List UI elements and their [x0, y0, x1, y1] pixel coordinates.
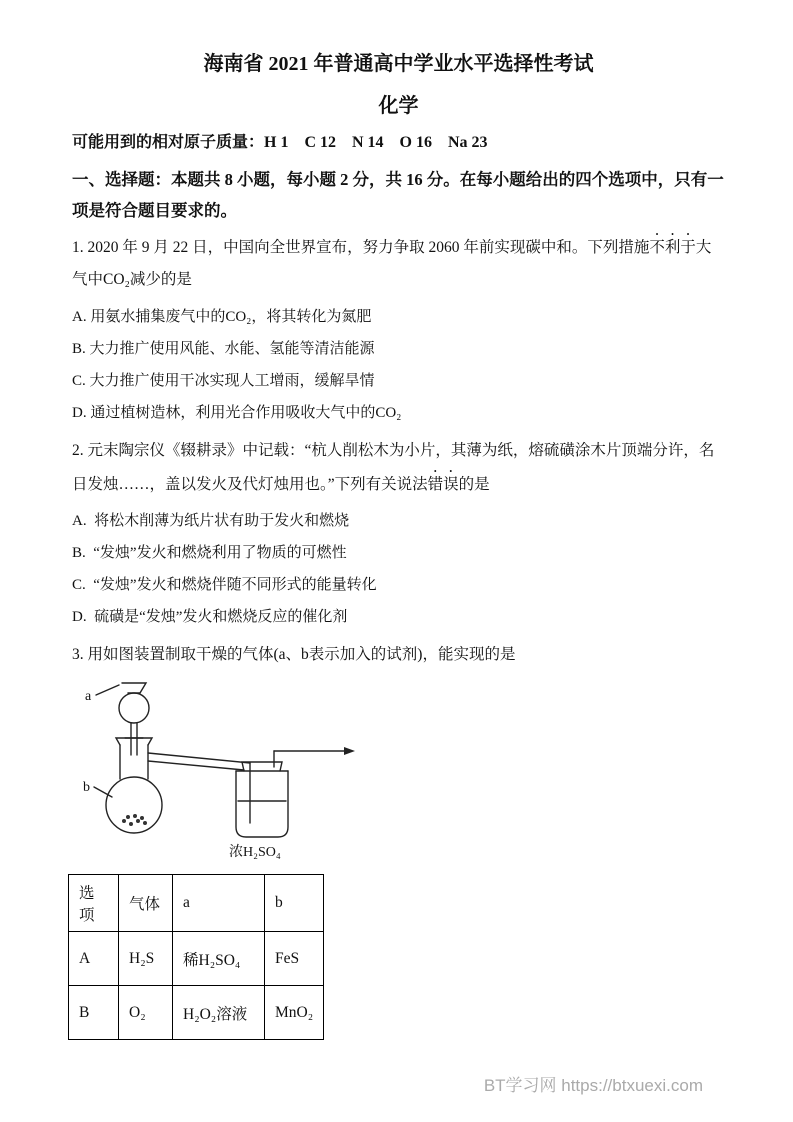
section-1-header: 一、选择题：本题共 8 小题，每小题 2 分，共 16 分。在每小题给出的四个选项中，只有一项是符合题目要求的。	[72, 169, 724, 220]
watermark-text: BT学习网 https://btxuexi.com	[483, 1076, 703, 1095]
question-1-pre: 1. 2020 年 9 月 22 日，中国向全世界宣布，努力争取 2060 年前实现碳中和。下列措施	[72, 239, 650, 257]
q2-option-c: C. “发烛”发火和燃烧伴随不同形式的能量转化	[72, 577, 377, 594]
question-2-emphasis: 错误	[427, 475, 459, 493]
question-1-emphasis: 不利于	[649, 239, 696, 257]
q3-cell-gas: H₂S	[119, 932, 173, 986]
gas-washing-bottle-icon	[236, 751, 344, 837]
dropping-funnel-icon	[119, 683, 149, 755]
q3-cell-option: B	[69, 986, 119, 1040]
q3-table-row	[69, 932, 324, 986]
label-a-pointer	[96, 685, 119, 695]
q1-option-c: C. 大力推广使用干冰实现人工增雨，缓解旱情	[72, 372, 375, 389]
q3-header-b: b	[265, 875, 324, 932]
q2-option-b: B. “发烛”发火和燃烧利用了物质的可燃性	[72, 545, 347, 562]
question-2-pre: 2. 元末陶宗仪《辍耕录》中记载：“杭人削松木为小片，其薄为纸，熔硫磺涂木片顶端分许，名日发烛……，盖以发火及代灯烛用也。”下列有关说法	[72, 441, 715, 493]
exam-subject: 化学	[378, 95, 419, 117]
diagram-bottle-label: 浓H₂SO₄	[229, 845, 281, 861]
atomic-mass-line: 可能用到的相对原子质量：H 1 C 12 N 14 O 16 Na 23	[72, 134, 488, 151]
q3-cell-gas: O₂	[119, 986, 173, 1040]
q3-header-gas: 气体	[119, 875, 173, 932]
q1-option-a: A. 用氨水捕集废气中的CO₂，将其转化为氮肥	[72, 308, 372, 325]
q3-table	[68, 874, 324, 1040]
q3-cell-a: 稀H₂SO₄	[173, 932, 265, 986]
q3-cell-a: H₂O₂溶液	[173, 986, 265, 1040]
solid-reagent-dots	[122, 814, 147, 826]
apparatus-diagram-container	[72, 675, 725, 868]
gas-outlet-arrow-icon	[344, 747, 355, 755]
q2-option-a: A. 将松木削薄为纸片状有助于发火和燃烧	[72, 513, 350, 530]
q2-option-d: D. 硫磺是“发烛”发火和燃烧反应的催化剂	[72, 609, 348, 626]
diagram-label-b: b	[83, 780, 90, 796]
q3-header-a: a	[173, 875, 265, 932]
q3-cell-option: A	[69, 932, 119, 986]
q3-cell-b: FeS	[265, 932, 324, 986]
q3-header-option: 选项	[69, 875, 119, 932]
diagram-label-a: a	[85, 689, 92, 705]
q3-table-header-row	[69, 875, 324, 932]
question-1-post: 大气中CO₂减少的是	[72, 239, 712, 289]
question-3-text: 3. 用如图装置制取干燥的气体(a、b表示加入的试剂)，能实现的是	[72, 646, 516, 664]
apparatus-diagram	[72, 675, 392, 863]
q3-cell-b: MnO₂	[265, 986, 324, 1040]
question-2-text	[72, 435, 725, 501]
question-2-post: 的是	[458, 475, 490, 493]
question-1-text	[72, 230, 725, 296]
q1-option-d: D. 通过植树造林，利用光合作用吸收大气中的CO₂	[72, 404, 402, 421]
exam-title: 海南省 2021 年普通高中学业水平选择性考试	[203, 53, 594, 75]
q3-table-row	[69, 986, 324, 1040]
q1-option-b: B. 大力推广使用风能、水能、氢能等清洁能源	[72, 340, 375, 357]
